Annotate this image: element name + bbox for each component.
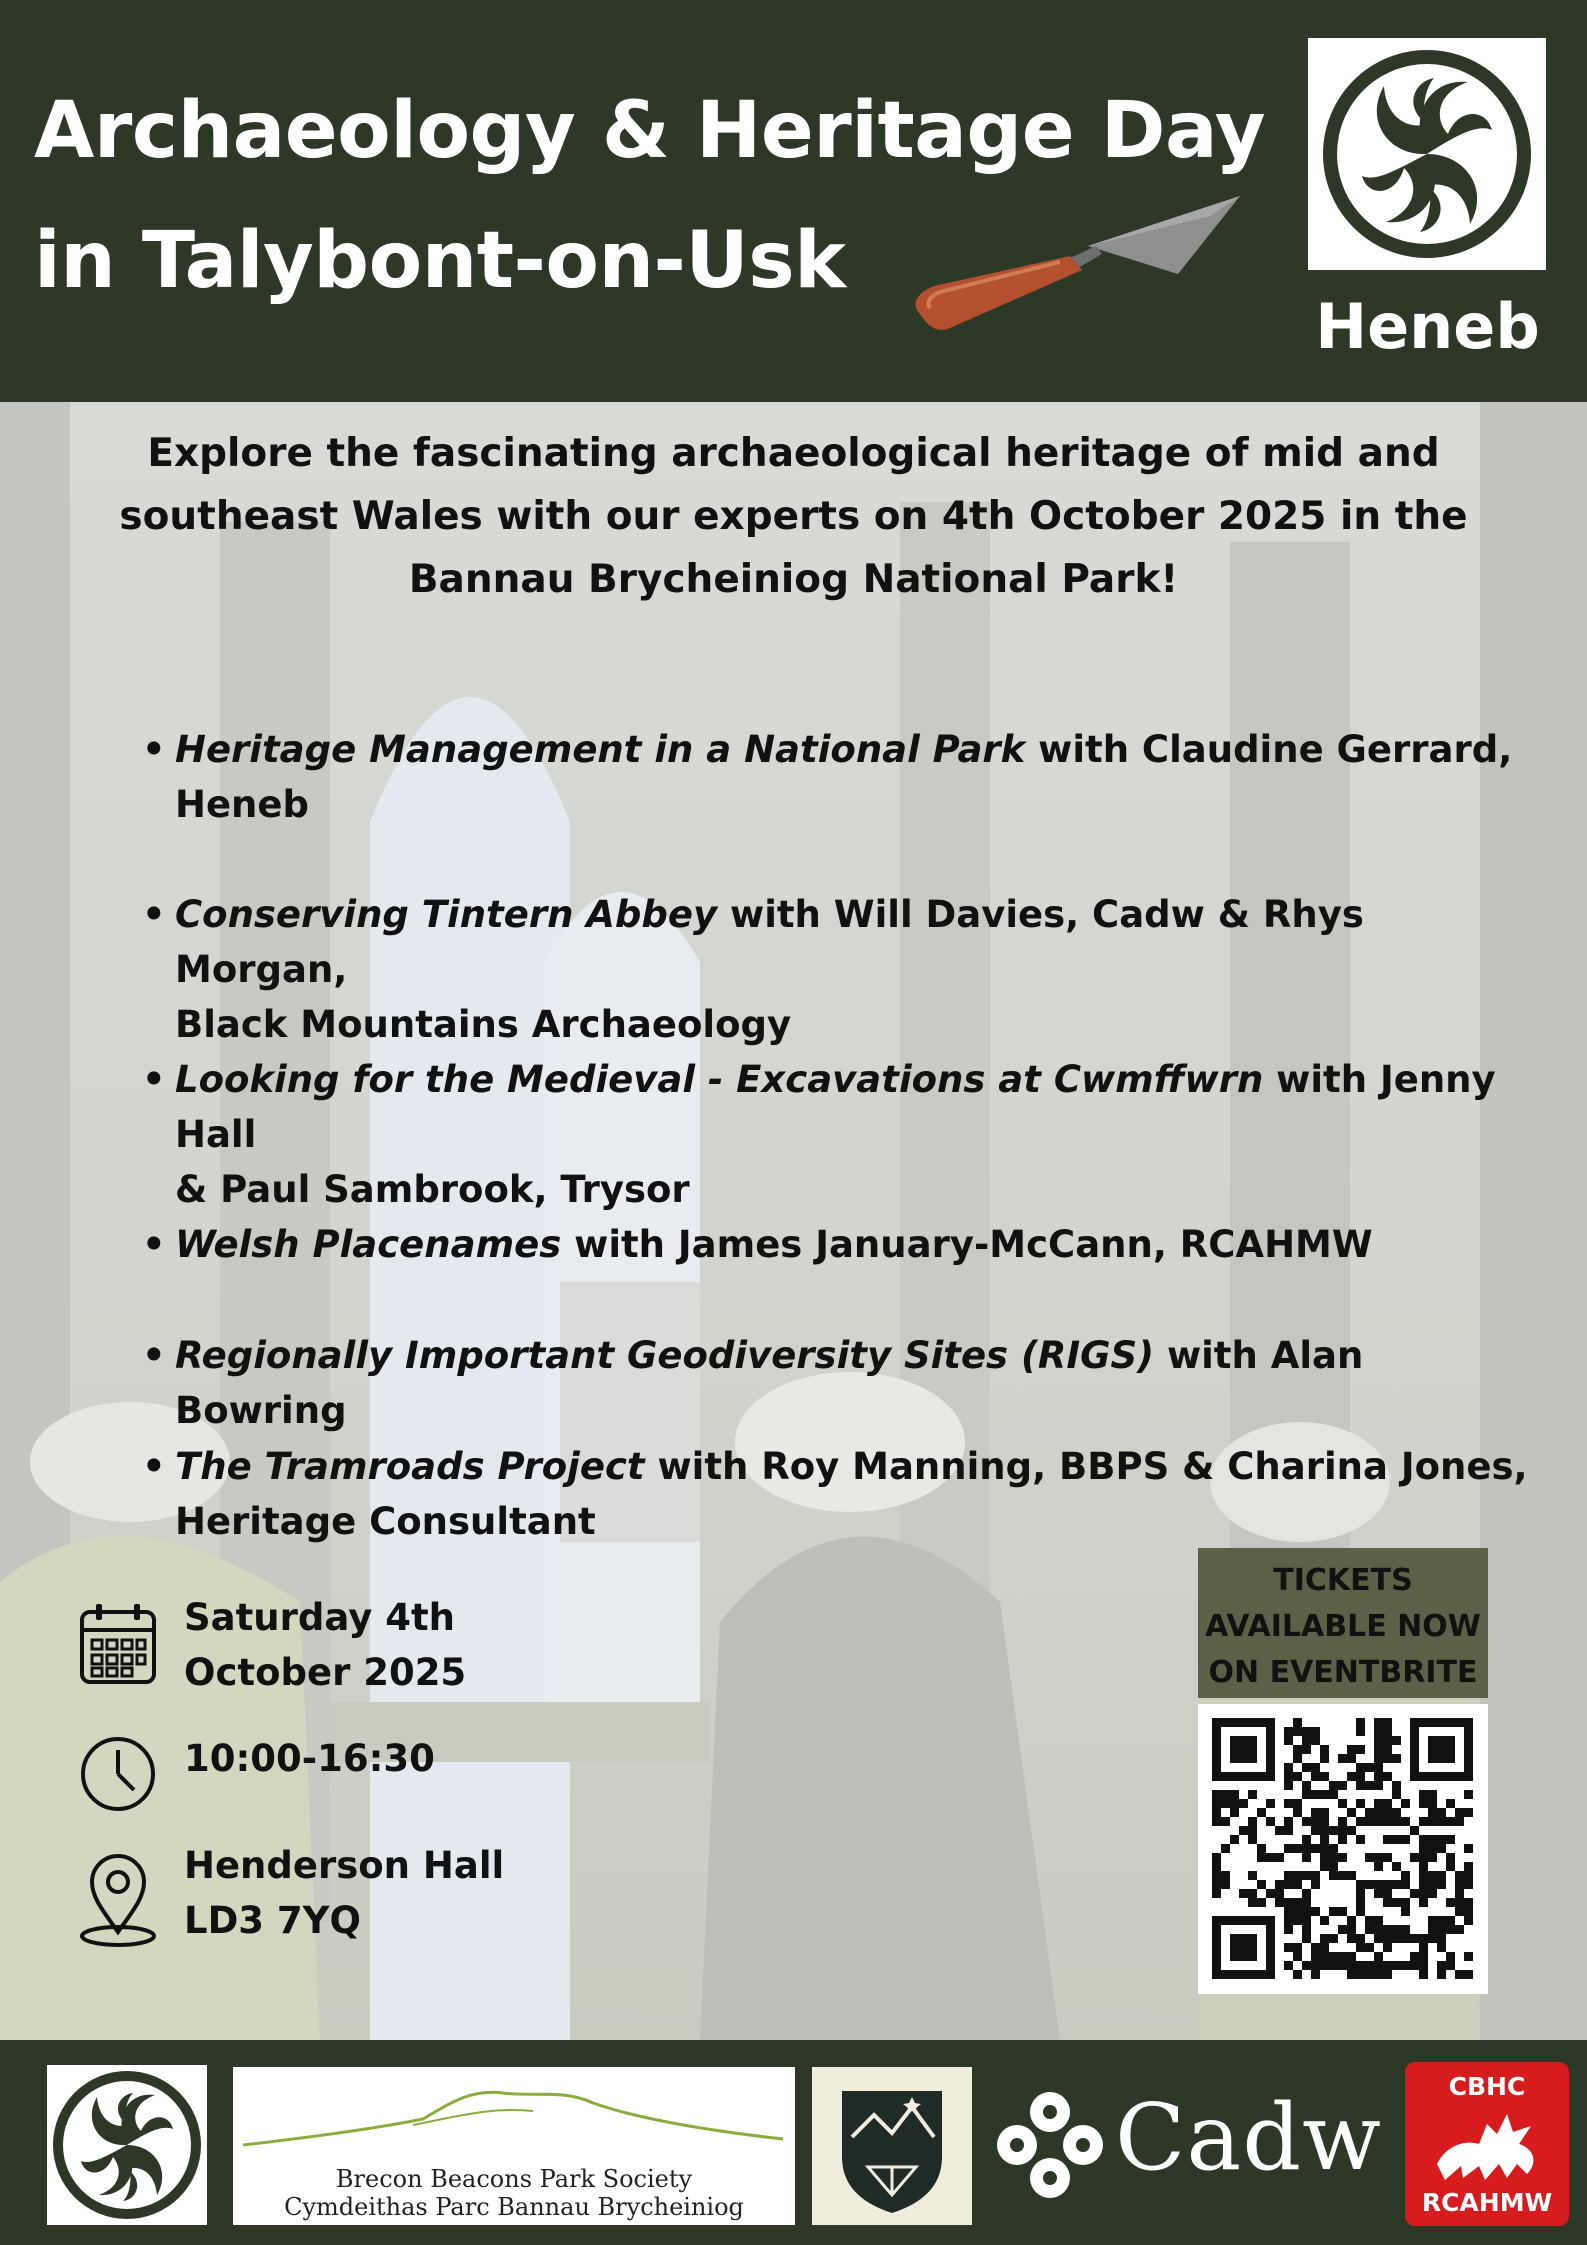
venue-line-2: LD3 7YQ <box>184 1899 361 1942</box>
event-title-line-2: in Talybont-on-Usk <box>34 216 846 306</box>
intro-line-3: Bannau Brycheiniog National Park! <box>408 557 1179 602</box>
bullet-icon: • <box>142 1058 166 1101</box>
time-text: 10:00-16:30 <box>184 1737 435 1780</box>
talk-title: Regionally Important Geodiversity Sites (RIGS) <box>175 1334 1155 1377</box>
calendar-icon <box>78 1598 158 1688</box>
talk-speakers-cont: & Paul Sambrook, Trysor <box>175 1168 690 1211</box>
intro-line-2: southeast Wales with our experts on 4th October 2025 in the <box>119 494 1468 539</box>
talk-speakers-cont: Heneb <box>175 783 309 826</box>
talk-speakers: with Alan Bowring <box>175 1334 1364 1432</box>
talk-speakers: with Will Davies, Cadw & Rhys Morgan, <box>175 893 1364 991</box>
rcahmw-logo <box>1405 2062 1569 2226</box>
bullet-icon: • <box>142 1445 166 1488</box>
list-item <box>130 1328 1530 1439</box>
heneb-footer-logo <box>47 2065 207 2225</box>
list-item <box>130 1439 1530 1549</box>
clock-icon <box>78 1734 158 1814</box>
talk-speakers: with Roy Manning, BBPS & Charina Jones, <box>644 1445 1528 1488</box>
event-venue <box>78 1844 505 1950</box>
intro-line-1: Explore the fascinating archaeological heritage of mid and <box>147 431 1440 476</box>
talk-list <box>130 722 1530 1549</box>
bullet-icon: • <box>142 1334 166 1377</box>
list-item <box>130 722 1530 887</box>
footer-logos <box>0 2040 1587 2245</box>
cadw-logo-text: Cadw <box>1115 2084 1382 2191</box>
bbps-logo <box>233 2067 795 2225</box>
rcahmw-welsh-acronym: CBHC <box>1448 2072 1526 2101</box>
list-item <box>130 1217 1530 1328</box>
national-park-logo <box>812 2067 972 2225</box>
qr-code-icon <box>1198 1704 1488 1994</box>
bbps-name-welsh: Cymdeithas Parc Bannau Brycheiniog <box>284 2193 744 2221</box>
welsh-dragon-icon <box>1427 2104 1547 2186</box>
talk-speakers-cont: Heritage Consultant <box>175 1500 596 1543</box>
tickets-line-3: ON EVENTBRITE <box>1208 1655 1478 1690</box>
event-time <box>78 1734 435 1814</box>
date-line-2: October 2025 <box>184 1651 467 1694</box>
intro-paragraph <box>110 422 1477 611</box>
talk-title: Heritage Management in a National Park <box>175 728 1026 771</box>
talk-title: Conserving Tintern Abbey <box>175 893 718 936</box>
talk-speakers: with Jenny Hall <box>175 1058 1496 1156</box>
tickets-banner <box>1198 1548 1488 1698</box>
tickets-line-1: TICKETS <box>1273 1563 1413 1598</box>
trowel-icon <box>910 196 1240 336</box>
tickets-line-2: AVAILABLE NOW <box>1205 1609 1481 1644</box>
date-line-1: Saturday 4th <box>184 1596 455 1639</box>
talk-speakers: with Claudine Gerrard, <box>1025 728 1513 771</box>
list-item <box>130 1052 1530 1217</box>
ticket-qr-code[interactable] <box>1198 1704 1488 1994</box>
location-pin-icon <box>78 1850 158 1950</box>
cadw-cross-icon <box>995 2090 1105 2200</box>
talk-speakers-cont: Black Mountains Archaeology <box>175 1003 792 1046</box>
venue-line-1: Henderson Hall <box>184 1844 505 1887</box>
rcahmw-english-acronym: RCAHMW <box>1421 2188 1553 2217</box>
mountain-icon <box>233 2067 795 2167</box>
event-title-line-1: Archaeology & Heritage Day <box>34 86 1266 176</box>
talk-title: The Tramroads Project <box>175 1445 645 1488</box>
talk-speakers: with James January-McCann, RCAHMW <box>561 1223 1373 1266</box>
header-banner <box>0 0 1587 402</box>
bullet-icon: • <box>142 1223 166 1266</box>
bbps-name-english: Brecon Beacons Park Society <box>335 2165 693 2193</box>
triskele-icon <box>1308 38 1546 270</box>
list-item <box>130 887 1530 1052</box>
talk-title: Looking for the Medieval - Excavations at Cwmffwrn <box>175 1058 1264 1101</box>
talk-title: Welsh Placenames <box>175 1223 562 1266</box>
main-content <box>0 402 1587 2040</box>
heneb-logo <box>1308 38 1546 270</box>
bullet-icon: • <box>142 728 166 771</box>
heneb-logo-text: Heneb <box>1315 290 1540 363</box>
event-date <box>78 1598 466 1700</box>
bullet-icon: • <box>142 893 166 936</box>
